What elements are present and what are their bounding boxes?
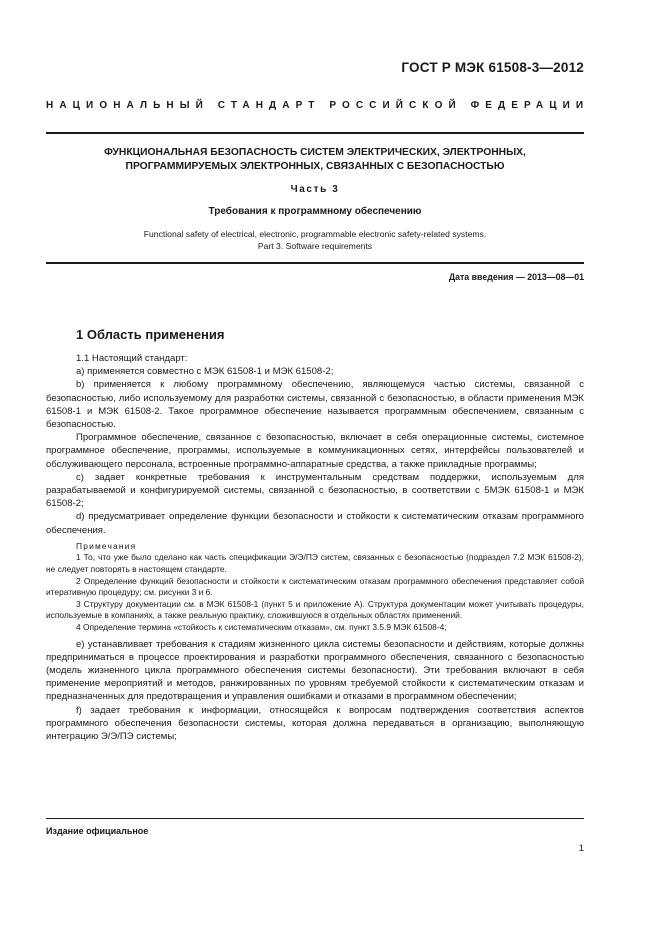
english-title xyxy=(46,229,584,252)
english-title-line-2: Part 3. Software requirements xyxy=(257,240,373,251)
document-title xyxy=(46,146,584,174)
paragraph: f) задает требования к информации, относящейся к вопросам подтверждения соответствия аспектов программного обеспечения безопасности системы, которая должна передаваться в организацию, выполняющую интеграцию Э/Э/ПЭ системы; xyxy=(46,704,584,743)
standard-number: ГОСТ Р МЭК 61508-3—2012 xyxy=(401,60,584,75)
title-line-2: ПРОГРАММИРУЕМЫХ ЭЛЕКТРОННЫХ, СВЯЗАННЫХ С БЕЗОПАСНОСТЬЮ xyxy=(125,161,505,172)
paragraph: 1.1 Настоящий стандарт: xyxy=(76,353,188,364)
introduction-date: Дата введения — 2013—08—01 xyxy=(448,272,584,282)
paragraph: с) задает конкретные требования к инструментальным средствам поддержки, используемым для разрабатываемой и конфигурируемой системы, связанной с безопасностью, в соответствии с 5МЭК 61508-1 и МЭК 61508-2; xyxy=(46,471,584,510)
note-item: 3 Структуру документации см. в МЭК 61508-1 (пункт 5 и приложение А). Структура документации может учитывать процедуры, используемые в компаниях, а также реальную практику, сложившуюся в отдельных областях применений. xyxy=(46,598,584,621)
header-rule xyxy=(46,132,584,134)
note-item: 2 Определение функций безопасности и стойкости к систематическим отказам программного обеспечения представляет собой итеративную процедуру; см. рисунки 3 и 6. xyxy=(46,575,584,598)
note-item: 1 То, что уже было сделано как часть спецификации Э/Э/ПЭ систем, связанных с безопасностью (подраздел 7.2 МЭК 61508-2), не следует повторять в настоящем стандарте. xyxy=(46,552,584,575)
footer-rule xyxy=(46,818,584,819)
official-edition: Издание официальное xyxy=(46,826,149,836)
notes-heading: Примечания xyxy=(76,540,137,551)
paragraph: b) применяется к любому программному обеспечению, являющемуся частью системы, связанной с безопасностью, либо используемому для разработки системы, связанной с безопасностью, в области применения МЭК 61508-1 и МЭК 61508-2. Такое программное обеспечение называется программным обеспечением, связанным с безопасностью. xyxy=(46,379,584,431)
part-label: Часть 3 xyxy=(290,184,340,195)
section-body xyxy=(46,352,584,743)
notes-block xyxy=(46,541,584,634)
paragraph: а) применяется совместно с МЭК 61508-1 и МЭК 61508-2; xyxy=(76,366,334,378)
paragraph: е) устанавливает требования к стадиям жизненного цикла системы безопасности и действиям, которые должны предприниматься в процессе проектирования и разработки программного обеспечения, связанного с безопасностью (модель жизненного цикла программного обеспечения системы безопасности). Эти требования включают в себя применение мероприятий и методов, ранжированных по уровням требуемой стойкости к систематическим отказам и предназначенных для предотвращения и управления ошибками и отказами в программном обеспечении; xyxy=(46,638,584,703)
paragraph: d) предусматривает определение функции безопасности и стойкости к систематическим отказам программного обеспечения. xyxy=(46,511,584,536)
title-rule xyxy=(46,262,584,264)
note-item: 4 Определение термина «стойкость к систематическим отказам», см. пункт 3.5.9 МЭК 61508-4; xyxy=(76,622,447,632)
document-subtitle: Требования к программному обеспечению xyxy=(208,206,422,217)
page-number: 1 xyxy=(578,843,584,854)
paragraph: Программное обеспечение, связанное с безопасностью, включает в себя операционные системы, системное программное обеспечение, программы, используемые в коммуникационных сетях, интерфейсы пользователей и обслуживающего персонала, встроенные программно-аппаратные средства, а также прикладные программы; xyxy=(46,432,584,470)
english-title-line-1: Functional safety of electrical, electronic, programmable electronic safety-related systems. xyxy=(143,229,487,239)
title-line-1: ФУНКЦИОНАЛЬНАЯ БЕЗОПАСНОСТЬ СИСТЕМ ЭЛЕКТРИЧЕСКИХ, ЭЛЕКТРОННЫХ, xyxy=(104,147,526,158)
section-heading: 1 Область применения xyxy=(76,327,225,342)
national-standard-banner: НАЦИОНАЛЬНЫЙ СТАНДАРТ РОССИЙСКОЙ ФЕДЕРАЦИИ xyxy=(46,100,590,111)
